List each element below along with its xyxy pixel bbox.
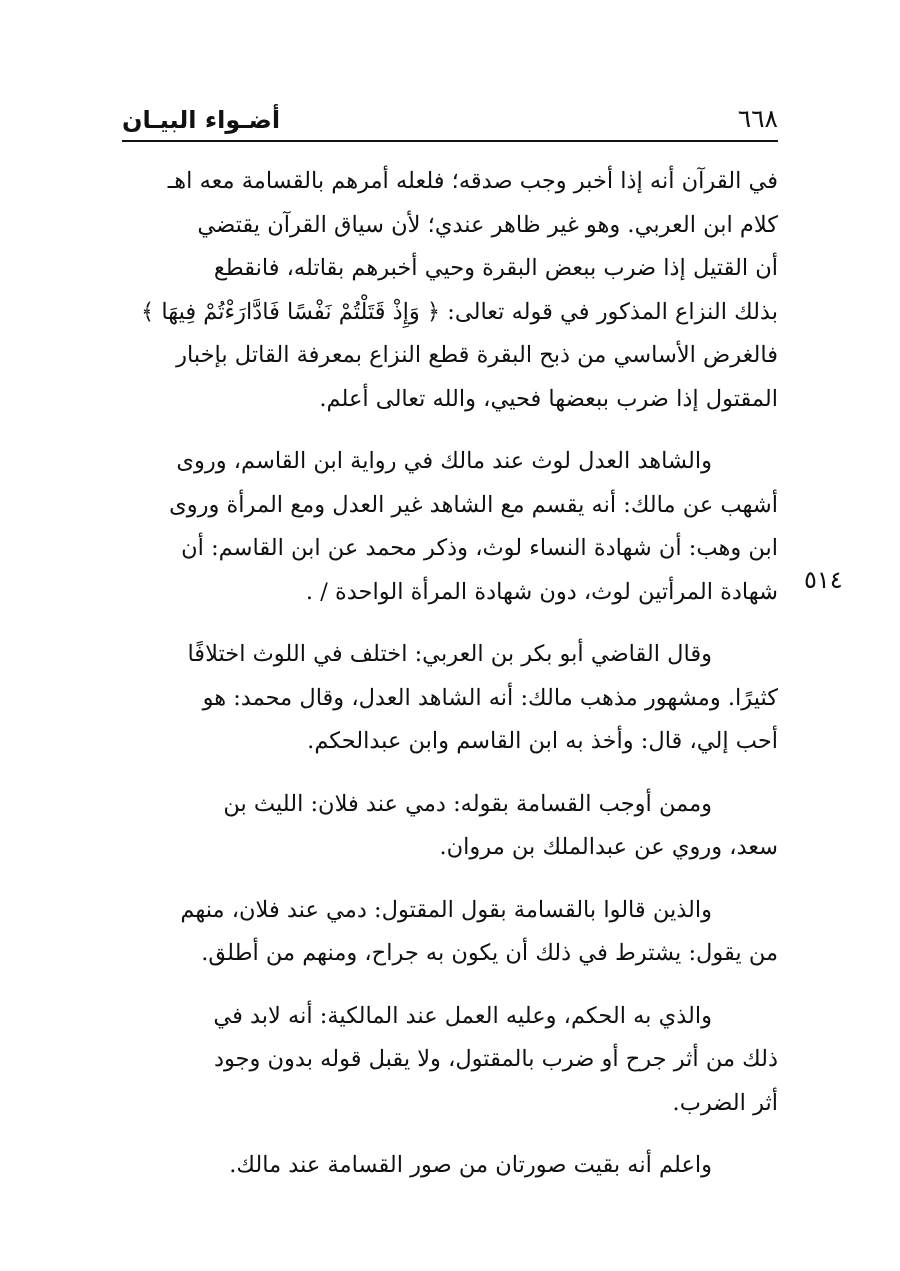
text-line: والذي به الحكم، وعليه العمل عند المالكية: أنه لابد في [213,1002,712,1029]
paragraph-2 [122,440,778,614]
book-title: أضـواء البيـان [122,106,281,134]
text-line: ذلك من أثر جرح أو ضرب بالمقتول، ولا يقبل قوله بدون وجود [213,1046,778,1072]
margin-folio-number: ٥١٤ [804,566,843,594]
quran-verse-line: بذلك النزاع المذكور في قوله تعالى: ﴿ وَإِذْ قَتَلْتُمْ نَفْسًا فَادَّارَءْتُمْ فِيهَا ﴾ [141,298,778,325]
text-line: شهادة المرأتين لوث، دون شهادة المرأة الواحدة / . [305,578,778,605]
text-line: وممن أوجب القسامة بقوله: دمي عند فلان: الليث بن [223,790,712,817]
paragraph-4 [122,783,778,870]
text-line: في القرآن أنه إذا أخبر وجب صدقه؛ فلعله أمرهم بالقسامة معه اهـ [167,168,778,194]
text-line: والشاهد العدل لوث عند مالك في رواية ابن القاسم، وروى [176,448,712,474]
text-line: فالغرض الأساسي من ذبح البقرة قطع النزاع بمعرفة القاتل بإخبار [176,342,778,368]
paragraph-7 [122,1144,778,1188]
text-line: كلام ابن العربي. وهو غير ظاهر عندي؛ لأن سياق القرآن يقتضي [197,211,778,238]
text-line: المقتول إذا ضرب ببعضها فحيي، والله تعالى أعلم. [319,385,778,412]
text-line: أن القتيل إذا ضرب ببعض البقرة وحيي أخبرهم بقاتله، فانقطع [213,255,778,281]
text-line: من يقول: يشترط في ذلك أن يكون به جراح، ومنهم من أطلق. [201,940,778,966]
paragraph-6 [122,995,778,1126]
page-number: ٦٦٨ [737,104,778,133]
text-line: كثيرًا. ومشهور مذهب مالك: أنه الشاهد العدل، وقال محمد: هو [202,684,778,711]
text-line: أثر الضرب. [672,1089,778,1116]
text-line: سعد، وروي عن عبدالملك بن مروان. [439,834,778,860]
text-line: واعلم أنه بقيت صورتان من صور القسامة عند مالك. [229,1152,712,1178]
header-divider [122,140,778,142]
text-line: والذين قالوا بالقسامة بقول المقتول: دمي عند فلان، منهم [180,896,712,923]
paragraph-3 [122,633,778,764]
body-text [122,160,778,1207]
paragraph-5 [122,889,778,976]
text-line: ابن وهب: أن شهادة النساء لوث، وذكر محمد عن ابن القاسم: أن [181,535,778,561]
text-line: وقال القاضي أبو بكر بن العربي: اختلف في اللوث اختلافًا [187,641,712,667]
text-line: أشهب عن مالك: أنه يقسم مع الشاهد غير العدل ومع المرأة وروى [169,491,778,518]
running-header [122,100,778,142]
paragraph-1 [122,160,778,421]
text-line: أحب إلي، قال: وأخذ به ابن القاسم وابن عبدالحكم. [307,728,778,754]
